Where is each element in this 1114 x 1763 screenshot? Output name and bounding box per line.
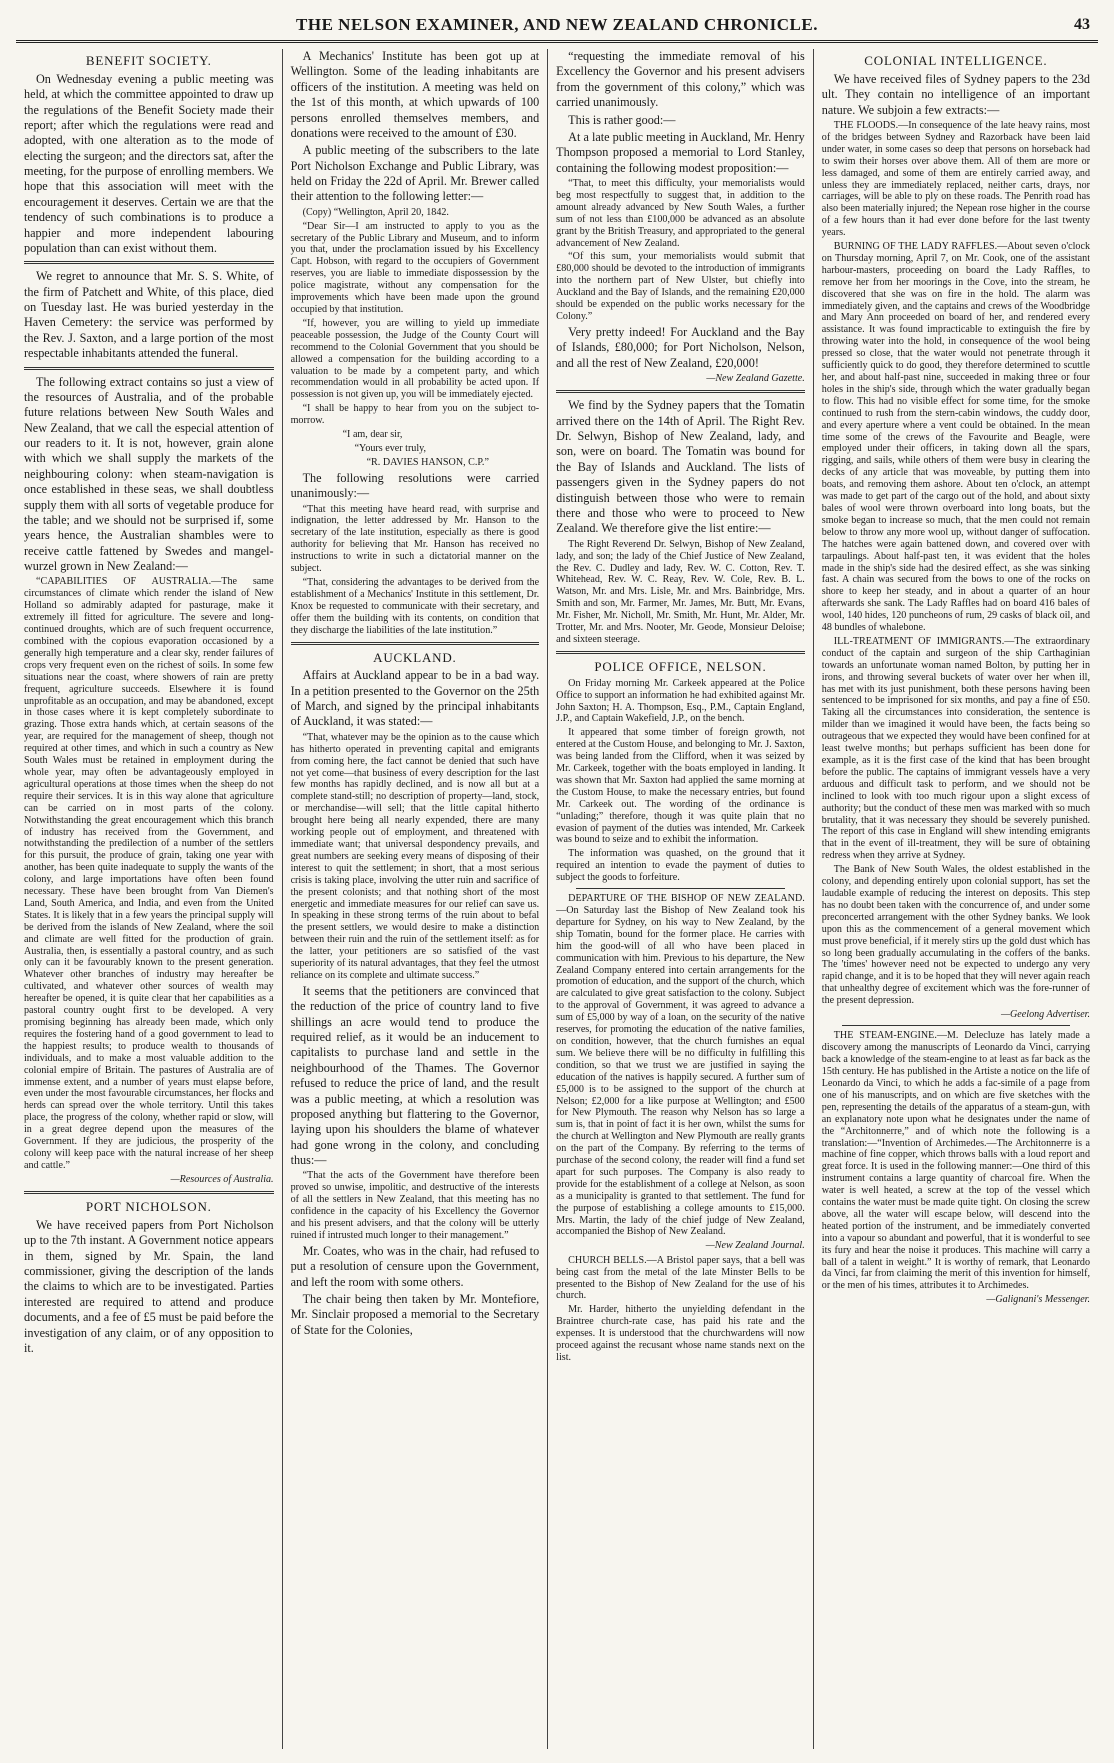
- memorial-quote: “That, to meet this difficulty, your memorialists would beg most respectfully to suggest that, in addition to the amount already advanced by New South Wales, a further sum of not less than £100,000 be advanced as an absolute grant by the British Treasury, and appropriated to the general advancement of New Zealand.: [556, 178, 805, 249]
- geelong-source: —Geelong Advertiser.: [1001, 1009, 1091, 1021]
- divider: [24, 261, 274, 264]
- newspaper-title: THE NELSON EXAMINER, AND NEW ZEALAND CHRONICLE.: [296, 15, 818, 34]
- letter-paragraph: “Dear Sir—I am instructed to apply to you as the secretary of the Public Library and Museum, and to inform you that, under the proclamation issued by his Excellency Capt. Hobson, with regard to the occupiers of Government reserves, you are liable to immediate dispossession by the police magistrate, without any compensation for the improvements which have been made upon the ground occupied by that institution.: [290, 220, 540, 315]
- letter-paragraph: “If, however, you are willing to yield up immediate peaceable possession, the Judge of the County Court will recommend to the Colonial Government that you should be allowed a compensation for the building according to a valuation to be made by a competent party, and which recommendation would in all probability be acted upon. If possession is not given up, you will be immediately ejected.: [290, 317, 540, 401]
- police-office-heading: POLICE OFFICE, NELSON.: [594, 658, 767, 674]
- capabilities-article: “CAPABILITIES OF AUSTRALIA.—The same circumstances of climate which render the island of New Holland so admirably adapted for pasturage, make it extremely ill fitted for agriculture. The severe and long-continued droughts, which are of such frequent occurrence, combined with the copious evaporation occasioned by a generally high temperature and a clear sky, render failures of crops very frequent even on the richest of soils. In some few situations near the coast, where showers of rain are pretty frequent, agriculture succeeds. Elsewhere it is found unprofitable as an occupation, and may be abandoned, except in those cases where it is kept completely subordinate to grazing. Those extra hands which, at certain seasons of the year, are required for the management of sheep, though not required at other times, and which in such a country as New South Wales must be retained in employment during the whole year, may often be advantageously employed in agricultural operations at those times when the sheep do not require their services. It is in this way alone that agriculture can be carried on in most parts of the colony. Notwithstanding the great encouragement which this branch of industry has received from the Government, and notwithstanding the predilection of a number of the settlers for this pursuit, the produce of grain, taking one year with another, has been quite inadequate to supply the wants of the colony, and large importations have often been found necessary. These have been brought from Van Diemen's Land, South America, and India, and even from the United States. It is likely that in a few years the principal supply will be derived from the islands of New Zealand, where the soil and climate are well fitted for the production of grain. Australia, then, is essentially a pastoral country, and as such only can it be favourably known to the present generation. Whatever other branches of industry may hereafter be cultivated, and whatever other sources of wealth may hereafter be opened, it is quite clear that her capabilities as a pastoral country ought first to be developed. A very promising beginning has already been made, which only requires the fostering hand of a good government to lead to the happiest results; to produce wealth to thousands of individuals, and to make a most valuable addition to the colonial empire of Britain. The pastures of Australia are of immense extent, and a number of years must elapse before, even under the most favourable circumstances, her flocks and herds can spread over the whole territory. Until this takes place, the progress of the colony, whether rapid or slow, will in a great degree depend upon the measures of the Government. If they are judicious, the prosperity of the colony will keep pace with the natural increase of her sheep and cattle.”: [24, 576, 274, 1171]
- letter-copy-line: (Copy) “Wellington, April 20, 1842.: [302, 206, 449, 218]
- masthead: [16, 10, 1098, 43]
- police-article: The information was quashed, on the ground that it required an intention to evade the payment of duties to subject the goods to forfeiture.: [556, 848, 805, 884]
- benefit-society-heading: BENEFIT SOCIETY.: [85, 53, 212, 68]
- colonial-intro: We have received files of Sydney papers to the 23d ult. They contain no intelligence of an important nature. We subjoin a few extracts:—: [821, 71, 1091, 117]
- steam-engine-article: THE STEAM-ENGINE.—M. Delecluze has lately made a discovery among the manuscripts of Leonardo da Vinci, carrying back a knowledge of the steam-engine to at least as far back as the 15th century. He has published in the Artiste a notice on the life of Leonardo da Vinci, to which he adds a fac-simile of a page from one of his manuscripts, and on which are five sketches with the pen, representing the details of the apparatus of a steam-gun, with an explanatory note upon what he designates under the name of the “Architonnerre,” and of which note the following is a translation:—“Invention of Archimedes.—The Architonnerre is a machine of fine copper, which throws balls with a loud report and great force. It is used in the following manner:—One third of this instrument contains a large quantity of charcoal fire. When the water is well heated, a screw at the top of the vessel which contains the water must be made quite tight. On closing the screw above, all the water will escape below, will descend into the heated portion of the instrument, and be immediately converted into a vapour so abundant and powerful, that it is wonderful to see its fury and hear the noise it produces. This machine will carry a ball of a talent in weight.” It is worthy of remark, that Leonardo da Vinci, far from claiming the merit of this invention for himself, or the men of his times, attributes it to Archimedes.: [821, 1030, 1091, 1292]
- auckland-article: It seems that the petitioners are convinced that the reduction of the price of country land to five shillings an acre would tend to produce the required relief, as it would be an inducement to capitalists to purchase land and settle in the neighbourhood of the Thames. The Governor refused to reduce the price of land, and the result was a public meeting, at which a resolution was proposed anything but flattering to the Governor, laying upon his shoulders the blame of whatever had gone wrong in the colony, and concluding thus:—: [290, 983, 540, 1168]
- commentary: Very pretty indeed! For Auckland and the Bay of Islands, £80,000; for Port Nicholson, Nelson, and all the rest of New Zealand, £20,000!: [556, 324, 805, 370]
- letter-paragraph: “I shall be happy to hear from you on the subject to-morrow.: [290, 403, 540, 427]
- letter-closing: “Yours ever truly,: [354, 442, 427, 454]
- benefit-society-article: On Wednesday evening a public meeting was held, at which the committee appointed to draw up the regulations of the Benefit Society made their report; after which the regulations were read and adopted, with one alteration as to the mode of electing the surgeon; and the directors sat, after the meeting, for the purpose of enrolling members. We hope that this association will meet with the encouragement it deserves. Certain we are that the tendency of such combinations is to produce a happier and more independent labouring population than can exist without them.: [24, 71, 274, 255]
- memorial-quote: “Of this sum, your memorialists would submit that £80,000 should be devoted to the introduction of immigrants into the northern part of New Ulster, but chiefly into Auckland and the Bay of Islands, and the remaining £20,000 should be expended on the public works necessary for the Colony.”: [556, 251, 805, 322]
- column-1: [16, 49, 282, 1749]
- divider: [24, 1191, 274, 1194]
- capabilities-source: —Resources of Australia.: [170, 1173, 274, 1185]
- auckland-article: Mr. Coates, who was in the chair, had refused to put a resolution of censure upon the Government, and left the room with some others.: [290, 1243, 540, 1289]
- mechanics-institute-article: A Mechanics' Institute has been got up at Wellington. Some of the leading inhabitants are officers of the institution. A meeting was held on the 1st of this month, at which upwards of 100 persons enrolled themselves members, and donations were received to the amount of £30.: [290, 49, 540, 140]
- journal-source: —New Zealand Journal.: [705, 1240, 805, 1252]
- resolutions-intro: The following resolutions were carried unanimously:—: [290, 470, 540, 501]
- resolution: “That, considering the advantages to be derived from the establishment of a Mechanics' Institute in this settlement, Dr. Knox be requested to communicate with their secretary, and offer them the building with its contents, on condition that they discharge the liabilities of the late institution.”: [290, 576, 540, 636]
- resolution-quote: “That the acts of the Government have therefore been proved so unwise, impolitic, and destructive of the interests of all the settlers in New Zealand, that this meeting has no confidence in the capacity of his Excellency the Governor and his present advisers, and that the colony will be utterly ruined if intrusted much longer to their management.”: [290, 1170, 540, 1241]
- colonial-intelligence-heading: COLONIAL INTELLIGENCE.: [864, 53, 1048, 68]
- port-nicholson-article: We have received papers from Port Nicholson up to the 7th instant. A Government notice appears in them, signed by Mr. Spain, the land commissioner, giving the description of the lands the claims to which are to be investigated. Parties interested are required to attend and produce documents, and a fee of £5 must be paid before the investigation of any claim, or of any opposition to it.: [24, 1217, 274, 1355]
- auckland-article: The chair being then taken by Mr. Montefiore, Mr. Sinclair proposed a memorial to the Secretary of State for the Colonies,: [290, 1291, 540, 1337]
- church-bells-article: CHURCH BELLS.—A Bristol paper says, that a bell was being cast from the metal of the late Minster Bells to be presented to the Bishop of New Zealand for the use of his church.: [556, 1254, 805, 1302]
- passenger-list: The Right Reverend Dr. Selwyn, Bishop of New Zealand, lady, and son; the lady of the Chief Justice of New Zealand, the Rev. C. Dudley and lady, Rev. W. C. Cotton, Rev. T. Whitehead, Rev. W. C. Reay, Rev. W. Cole, Rev. B. L. Watson, Mr. and Mrs. Lisle, Mr. and Mrs. Bainbridge, Mrs. Smith and son, Mr. Farmer, Mr. James, Mr. Butt, Mr. Evans, Mr. Fisher, Mr. Nicholl, Mr. Smith, Mr. Hunt, Mr. Alder, Mr. Trotter, Mr. and Mrs. Nooter, Mr. Geode, Monsieur Deloise; and sixteen steerage.: [556, 538, 805, 645]
- bank-article: The Bank of New South Wales, the oldest established in the colony, and depending entirely upon colonial support, has set the laudable example of reducing the interest on deposits. This step has no doubt been taken with the concurrence of, and under some preconcerted arrangement with the other Sydney banks. We look upon this as the commencement of a general movement which must prove beneficial, if it merely stirs up the gold dust which has so long been gradually accumulating in the coffers of the banks. The 'times' however need not be expected to undergo any very rapid change, and it is to be hoped that they will never again reach that unhealthy degree of excitement which was the fore-runner of the present depression.: [821, 864, 1091, 1007]
- divider: [842, 1025, 1070, 1026]
- bishop-departure-article: DEPARTURE OF THE BISHOP OF NEW ZEALAND.—On Saturday last the Bishop of New Zealand took his departure for Sydney, on his way to New Zealand, by the ship Tomatin, bound for the former place. He carries with him the good-will of all who have been placed in communication with him. Previous to his departure, the New Zealand Company entered into certain arrangements for the promotion of education, and the support of the church, which are calculated to give great satisfaction to the colony. Subject to the approval of Government, it was agreed to advance a sum of £5,000 by way of a loan, on the security of the native reserves, for promoting the education of the native families, on condition, however, that the church furnishes an equal sum. We believe there will be no difficulty in fulfilling this condition, so that we trust we are justified in saying the education of the natives is happily secured. A further sum of £5,000 is to be assigned to the support of the church at Nelson; £2,000 for a like purpose at Wellington; and £500 for New Plymouth. The reason why Nelson has so large a sum is, that in point of fact it is her own, whilst the sums for the church at Wellington and New Plymouth are really grants on the part of the Company. By referring to the terms of purchase of the second colony, the reader will find a fund set apart for such purposes. The Company is also ready to provide for the establishment of a college at Nelson, as soon as a municipality is granted to that settlement. The fund for the purpose of establishing a college amounts to £15,000. Mrs. Martin, the lady of the chief judge of New Zealand, accompanied the Bishop of New Zealand.: [556, 893, 805, 1238]
- auckland-heading: AUCKLAND.: [373, 649, 457, 665]
- police-article: On Friday morning Mr. Carkeek appeared at the Police Office to support an information he had exhibited against Mr. John Saxton; H. A. Thompson, Esq., P.M., Captain England, J.P., and Captain Wakefield, J.P., on the bench.: [556, 677, 805, 725]
- columns: [16, 49, 1098, 1749]
- auckland-article: Affairs at Auckland appear to be in a bad way. In a petition presented to the Governor on the 25th of March, and signed by the principal inhabitants of Auckland, it was stated:—: [290, 668, 540, 729]
- ill-treatment-article: ILL-TREATMENT OF IMMIGRANTS.—The extraordinary conduct of the captain and surgeon of the ship Carthaginian towards an unfortunate woman named Bolton, by putting her in irons, and throwing several buckets of water over her when ill, has met with its just punishment, both these persons having been sentenced to be imprisoned for six months, and pay a fine of £50. Taking all the circumstances into consideration, the sentence is milder than we imagined it would have been, the facts being so outrageous that we expected they would have been confined for at least twelve months; but perhaps sufficient has been done for example, as it is the first case of the kind that has been brought before the public. The captains of immigrant vessels have a very arduous and difficult task to perform, and we should not be inclined to look with too much rigour upon a slight excess of authority; but the conduct of these men was marked with so much brutality, that it was necessary they should be severely punished. The report of this case in England will shew intending emigrants that in the event of ill-treatment, they will be sure of obtaining redress when they arrive at Sydney.: [821, 635, 1091, 862]
- petition-quote: “That, whatever may be the opinion as to the cause which has hitherto operated in preventing capital and emigrants from coming here, the fact cannot be denied that such have not yet come—that business of every description for the last few months has rapidly declined, and is now all but at a complete stand-still; no description of property—land, stock, or merchandise—will sell; that the little capital hitherto brought here being all nearly expended, there are many working people out of employment, and threatened with immediate want; that universal despondency prevails, and great numbers are seeking every means of disposing of their interest to quit the settlement; in short, that a most serious crisis is taking place, involving the utter ruin and sacrifice of the present colonists; and that nothing short of the most energetic and immediate measures for our relief can save us. In speaking in these strong terms of the ruin about to befal the present settlers, we would desire to make a distinction between their ruin and the ruin of the settlement itself: as for the latter, your petitioners are so satisfied of the vast superiority of its natural advantages, that they feel the utmost reliance on its complete and ultimate success.”: [290, 731, 540, 981]
- column-4: [813, 49, 1098, 1749]
- page-number: 43: [1074, 16, 1090, 33]
- divider: [556, 651, 805, 654]
- auckland-continuation: “requesting the immediate removal of his Excellency the Governor and his present advisers from the government of this colony,” which was carried unanimously.: [556, 49, 805, 110]
- lady-raffles-article: BURNING OF THE LADY RAFFLES.—About seven o'clock on Thursday morning, April 7, on Mr. Cook, one of the assistant harbour-masters, proceeding on board the Lady Raffles, to remove her from her moorings in the Cove, into the stream, he discovered that she was on fire in the hold. The alarm was immediately given, and the captains and crews of the Woodbridge and Mary Ann proceeded on board of her, and rendered every assistance. It was found impracticable to extinguish the fire by throwing water into the hold, in consequence of the wool being pressed so close, that the water would not penetrate through it sufficiently quick to do good, they therefore determined to scuttle her, and about half-past nine, succeeded in making three or four holes in the ship's side, through which the water gradually began to flow. This had no visible effect for some time, for the smoke continued to rush from the stern-cabin windows, the cuddy door, and every aperture where a vent could be obtained. In the mean time some of the crews of the Favourite and Beagle, were employed under their officers, in taking down all the spars, rigging, and sails, while others of them were busy in clearing the decks of any article that was moveable, by putting them into boats, and removing them ashore. About ten o'clock, an attempt was made to get part of the cargo out of the hold, and about sixty bales of wool were thrown overboard into long boats, but the smoke began to increase so much, that the men could not remain below to throw any more wool up, without danger of suffocation. The hatches were again battened down, and covered over with tarpaulings. About half-past ten, it was evident that the holes made in the ship's side had the desired effect, as she was sinking fast. A chain was secured from the bows to one of the rocks on shore to keep her steady, and in about a quarter of an hour afterwards she sank. The Lady Raffles had on board 416 bales of wool, 140 hides, 120 puncheons of rum, 29 casks of black oil, and 48 bundles of whalebone.: [821, 241, 1091, 634]
- divider: [24, 367, 274, 370]
- letter-closing: “I am, dear sir,: [342, 429, 403, 441]
- library-meeting-article: A public meeting of the subscribers to the late Port Nicholson Exchange and Public Library, was held on Friday the 22d of April. Mr. Brewer called their attention to the following letter:—: [290, 143, 540, 204]
- police-article: It appeared that some timber of foreign growth, not entered at the Custom House, and belonging to Mr. J. Saxton, was being landed from the Clifford, when it was seized by Mr. Carkeek, together with the boats employed in landing. It was shown that Mr. Saxton had applied the same morning at the Custom House, to make the necessary entries, but found Mr. Carkeek out. The wording of the ordinance is “unlading;” therefore, though it was quite plain that no evasion of payment of the duties was intended, Mr. Carkeek was bound to seize and to exhibit the information.: [556, 727, 805, 846]
- divider: [291, 642, 540, 645]
- church-rate-article: Mr. Harder, hitherto the unyielding defendant in the Braintree church-rate case, has paid his rate and the expenses. It is understood that the churchwardens will now proceed against the recusant whose name stands next on the list.: [556, 1304, 805, 1363]
- tomatin-article: We find by the Sydney papers that the Tomatin arrived there on the 14th of April. The Right Rev. Dr. Selwyn, Bishop of New Zealand, lady, and son, were on board. The Tomatin was bound for the Bay of Islands and Auckland. The lists of passengers given in the Sydney papers do not distinguish between those who were to remain there and those who were to proceed to New Zealand. We therefore give the list entire:—: [556, 398, 805, 536]
- extract-intro: The following extract contains so just a view of the resources of Australia, and of the probable future relations between New South Wales and New Zealand, that we call the especial attention of our readers to it. It is not, however, grain alone with which we shall supply the markets of the neighbouring colony: when steam-navigation is once established in these seas, we shall doubtless supply them with all sorts of vegetable produce for the table; and we should not be surprised if, some years hence, the Australian shambles were to receive cattle fattened by Swedes and mangel-wurzel grown in New Zealand:—: [24, 374, 274, 574]
- galignani-source: —Galignani's Messenger.: [986, 1294, 1091, 1306]
- divider: [576, 888, 785, 889]
- column-3: [547, 49, 813, 1749]
- commentary: This is rather good:—: [568, 112, 676, 127]
- divider: [556, 390, 805, 393]
- thompson-memorial-article: At a late public meeting in Auckland, Mr. Henry Thompson proposed a memorial to Lord Stanley, containing the following modest proposition:—: [556, 129, 805, 175]
- letter-signature: “R. DAVIES HANSON, C.P.”: [366, 456, 489, 468]
- gazette-source: —New Zealand Gazette.: [706, 373, 805, 384]
- column-2: [282, 49, 548, 1749]
- obituary-article: We regret to announce that Mr. S. S. White, of the firm of Patchett and White, of this place, died on Tuesday last. He was buried yesterday in the Haven Cemetery: the service was performed by the Rev. J. Saxton, and a large portion of the most respectable inhabitants attended the funeral.: [24, 269, 274, 361]
- port-nicholson-heading: PORT NICHOLSON.: [85, 1199, 212, 1215]
- floods-article: THE FLOODS.—In consequence of the late heavy rains, most of the bridges between Sydney and Razorback have been laid under water, in some cases so deep that persons on horseback had to swim their horses over above them. All of them are more or less damaged, and some of them are entirely carried away, and unless they are immediately replaced, neither carts, drays, nor carriages, will be able to ply on these roads. The Penrith road has also been materially injured; the Nepean rose higher in the course of a few hours than it had ever done before for the last twenty years.: [821, 119, 1091, 239]
- resolution: “That this meeting have heard read, with surprise and indignation, the letter addressed by Mr. Hanson to the secretary of the late institution, especially as there is good authority for believing that Mr. Hanson has received no instructions to write in such a dictatorial manner on the subject.: [290, 503, 540, 575]
